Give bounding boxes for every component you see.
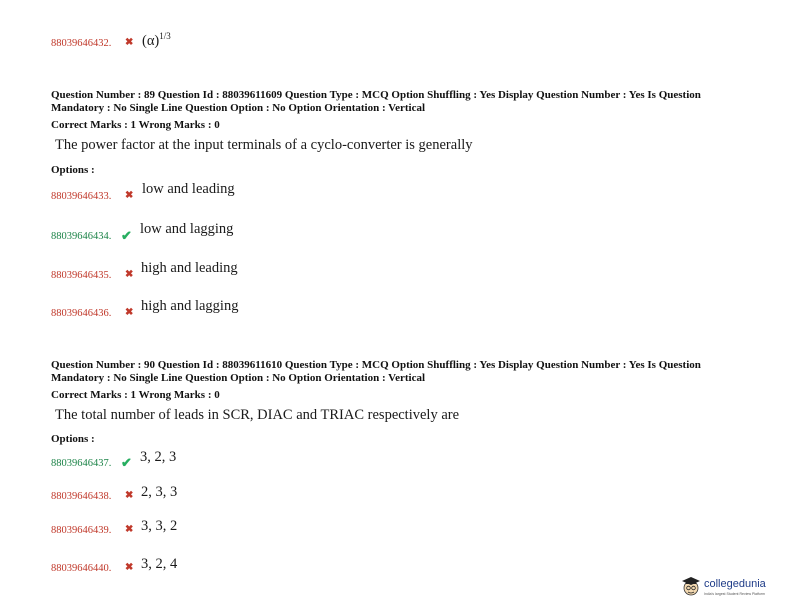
option-id: 88039646440. bbox=[51, 563, 112, 574]
option-text: high and lagging bbox=[141, 298, 239, 314]
question-text: The power factor at the input terminals of a cyclo-converter is generally bbox=[55, 137, 473, 153]
option-text: 3, 2, 3 bbox=[140, 449, 177, 465]
option-id: 88039646432. bbox=[51, 38, 112, 49]
option-id: 88039646437. bbox=[51, 458, 112, 469]
cross-icon: ✖ bbox=[125, 562, 134, 573]
option-id: 88039646438. bbox=[51, 491, 112, 502]
option-text-main: (α) bbox=[142, 32, 160, 49]
option-text-sup: 1/3 bbox=[159, 31, 171, 41]
logo-wordmark bbox=[704, 574, 766, 596]
marks-line: Correct Marks : 1 Wrong Marks : 0 bbox=[51, 119, 220, 131]
option-text: low and leading bbox=[142, 181, 235, 197]
option-text bbox=[142, 31, 171, 50]
cross-icon: ✖ bbox=[125, 190, 134, 201]
option-id: 88039646434. bbox=[51, 231, 112, 242]
option-id: 88039646436. bbox=[51, 308, 112, 319]
option-id: 88039646433. bbox=[51, 191, 112, 202]
cross-icon: ✖ bbox=[125, 524, 134, 535]
question-text: The total number of leads in SCR, DIAC and TRIAC respectively are bbox=[55, 407, 460, 423]
cross-icon: ✖ bbox=[125, 307, 134, 318]
question-meta: Question Number : 90 Question Id : 88039611610 Question Type : MCQ Option Shuffling : Yes Display Question Number : Yes Is Question Mandatory : No Single Line Question Option : No Option Orientation : Vertical bbox=[51, 359, 701, 384]
options-label: Options : bbox=[51, 164, 95, 176]
question-meta: Question Number : 89 Question Id : 88039611609 Question Type : MCQ Option Shuffling : Yes Display Question Number : Yes Is Question Mandatory : No Single Line Question Option : No Option Orientation : Vertical bbox=[51, 89, 701, 114]
cross-icon: ✖ bbox=[125, 490, 134, 501]
option-text: 2, 3, 3 bbox=[141, 484, 178, 500]
option-text: high and leading bbox=[141, 260, 238, 276]
option-id: 88039646435. bbox=[51, 270, 112, 281]
logo-tagline: India's largest Student Review Platform bbox=[704, 592, 765, 596]
logo-name: collegedunia bbox=[704, 578, 766, 590]
option-text: 3, 3, 2 bbox=[141, 518, 178, 534]
option-id: 88039646439. bbox=[51, 525, 112, 536]
check-icon: ✔ bbox=[121, 455, 132, 470]
check-icon: ✔ bbox=[121, 228, 132, 243]
marks-line: Correct Marks : 1 Wrong Marks : 0 bbox=[51, 389, 220, 401]
cross-icon: ✖ bbox=[125, 269, 134, 280]
collegedunia-logo bbox=[680, 574, 766, 596]
graduate-cap-icon bbox=[680, 575, 700, 595]
cross-icon: ✖ bbox=[125, 37, 134, 48]
option-text: low and lagging bbox=[140, 221, 234, 237]
options-label: Options : bbox=[51, 433, 95, 445]
option-text: 3, 2, 4 bbox=[141, 556, 178, 572]
